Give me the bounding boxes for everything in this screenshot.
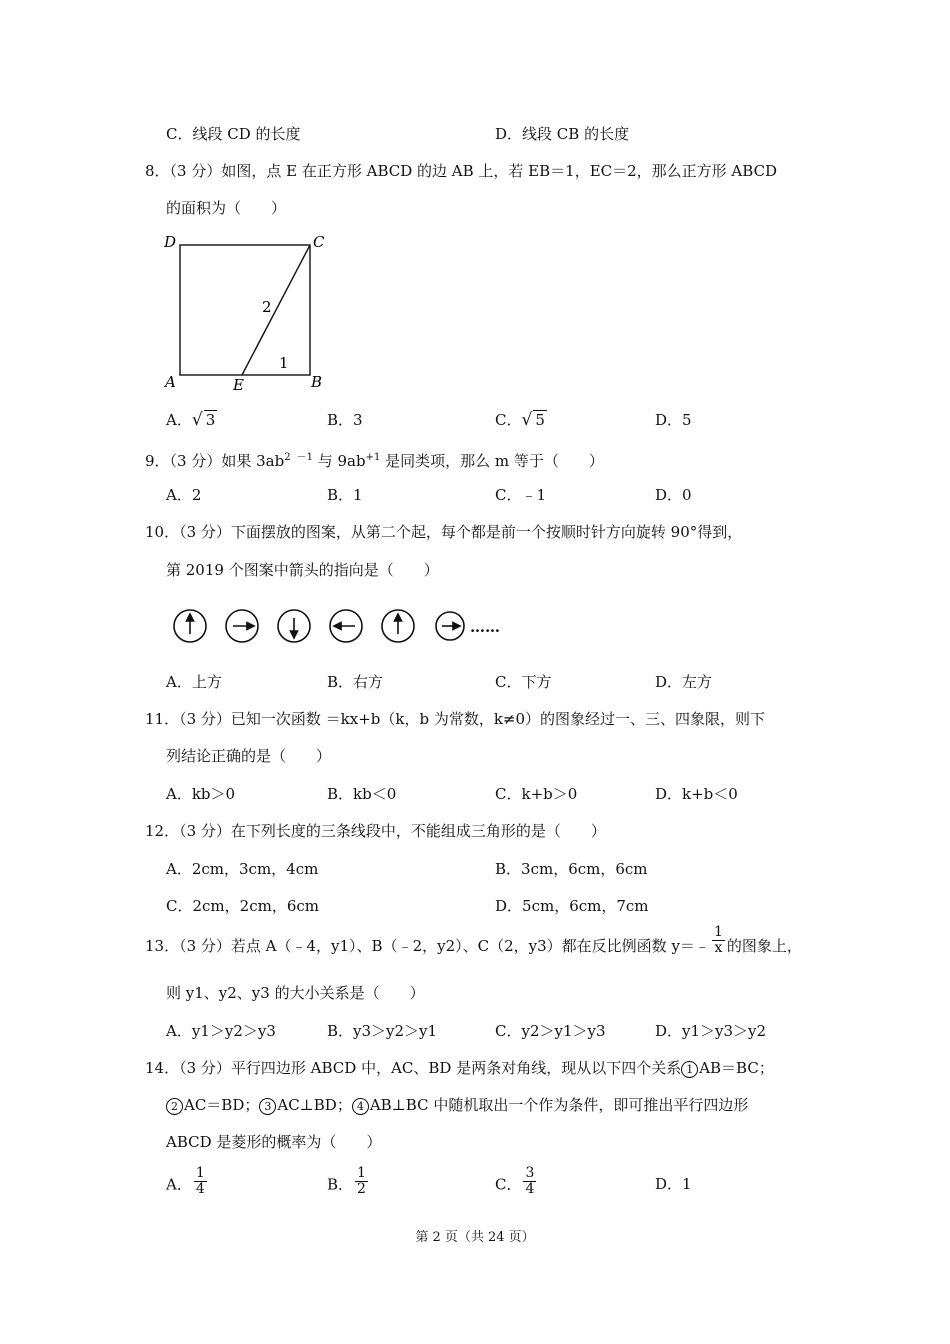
q12-stem: 12．（3 分）在下列长度的三条线段中，不能组成三角形的是（ ） <box>145 822 606 840</box>
page-footer: 第 2 页（共 24 页） <box>415 1230 535 1245</box>
label-c: C <box>313 233 325 251</box>
arrow-down-icon <box>278 610 310 642</box>
q11-stem-line2: 列结论正确的是（ ） <box>166 747 332 765</box>
q14-stem-line2: 2 AC＝BD； 3 AC⊥BD； 4 AB⊥BC 中随机取出一个作为条件，即可推出平行四边形 <box>166 1095 748 1115</box>
q11-option-d: D．k+b＜0 <box>655 785 738 803</box>
q12-option-c: C．2cm，2cm，6cm <box>166 897 319 915</box>
circled-number: 3 <box>259 1098 276 1115</box>
q10-arrow-pattern <box>165 605 465 650</box>
label-d: D <box>164 233 177 251</box>
q13-option-c: C．y2＞y1＞y3 <box>495 1022 606 1040</box>
arrow-left-icon <box>330 610 362 642</box>
q12-option-b: B．3cm，6cm，6cm <box>495 860 648 878</box>
q11-option-c: C．k+b＞0 <box>495 785 578 803</box>
q14-stem-line3: ABCD 是菱形的概率为（ ） <box>166 1133 382 1151</box>
q10-option-c: C．下方 <box>495 673 552 691</box>
q13-option-b: B．y3＞y2＞y1 <box>327 1022 438 1040</box>
q13-stem-line2: 则 y1、y2、y3 的大小关系是（ ） <box>166 984 425 1002</box>
arrow-right-icon <box>436 612 464 640</box>
q9-option-d: D．0 <box>655 486 692 504</box>
label-e: E <box>233 376 244 394</box>
q10-option-d: D．左方 <box>655 673 713 691</box>
q10-stem-line1: 10．（3 分）下面摆放的图案，从第二个起，每个都是前一个按顺时针方向旋转 90°得到， <box>145 523 743 541</box>
label-eb-length: 1 <box>279 354 289 372</box>
q12-option-a: A．2cm，3cm，4cm <box>166 860 319 878</box>
q8-option-c: C．√ 5 <box>495 410 545 430</box>
q10-option-a: A．上方 <box>166 673 222 691</box>
q13-option-d: D．y1＞y3＞y2 <box>655 1022 767 1040</box>
q8-option-b: B．3 <box>327 411 363 429</box>
q8-stem-line2: 的面积为（ ） <box>166 199 287 217</box>
label-b: B <box>311 373 323 391</box>
q9-option-c: C．﹣1 <box>495 486 547 504</box>
q14-option-d: D．1 <box>655 1175 692 1193</box>
q8-stem-line1: 8．（3 分）如图，点 E 在正方形 ABCD 的边 AB 上，若 EB＝1，EC＝2，那么正方形 ABCD <box>145 162 778 180</box>
circled-number: 1 <box>681 1061 698 1078</box>
q14-stem-line1: 14．（3 分）平行四边形 ABCD 中，AC、BD 是两条对角线，现从以下四个关系 1 AB＝BC； <box>145 1059 774 1077</box>
arrow-right-icon <box>226 610 258 642</box>
q14-option-a: A． $\frac{1}{4}$ <box>166 1165 205 1197</box>
q9-option-a: A．2 <box>166 486 202 504</box>
q11-option-b: B．kb＜0 <box>327 785 397 803</box>
q9-option-b: B．1 <box>327 486 363 504</box>
q7-option-c: C．线段 CD 的长度 <box>166 125 301 143</box>
label-a: A <box>165 373 176 391</box>
q13-stem-line1: 13．（3 分）若点 A（﹣4，y1）、B（﹣2，y2）、C（2，y3）都在反比例函数 y＝﹣ $\frac{1}{x}$ 的图象上， <box>145 923 802 956</box>
circled-number: 4 <box>352 1098 369 1115</box>
q7-option-d: D．线段 CB 的长度 <box>495 125 630 143</box>
q12-option-d: D．5cm，6cm，7cm <box>495 897 649 915</box>
arrow-up-icon <box>382 610 414 642</box>
segment-ec <box>242 245 310 375</box>
square-abcd <box>180 245 310 375</box>
q14-option-c: C． $\frac{3}{4}$ <box>495 1165 535 1197</box>
circled-number: 2 <box>166 1098 183 1115</box>
q8-option-d: D．5 <box>655 411 692 429</box>
q9-stem: 9．（3 分）如果 $3ab^2$ $^{-1}$ 与 $9ab^{+1}$ 是同类项，那么 m 等于（ ） <box>145 452 604 470</box>
q11-stem-line1: 11．（3 分）已知一次函数 ＝kx+b（k，b 为常数，k≠0）的图象经过一、三、四象限，则下 <box>145 710 766 728</box>
q10-stem-line2: 第 2019 个图案中箭头的指向是（ ） <box>166 561 439 579</box>
q13-option-a: A．y1＞y2＞y3 <box>166 1022 276 1040</box>
q8-square-figure <box>160 230 340 395</box>
q10-ellipsis: …… <box>470 618 500 636</box>
q11-option-a: A．kb＞0 <box>166 785 236 803</box>
q10-option-b: B．右方 <box>327 673 384 691</box>
q14-option-b: B． $\frac{1}{2}$ <box>327 1165 366 1197</box>
q8-option-a: A．√ 3 <box>166 410 216 430</box>
label-ec-length: 2 <box>262 298 272 316</box>
arrow-up-icon <box>174 610 206 642</box>
